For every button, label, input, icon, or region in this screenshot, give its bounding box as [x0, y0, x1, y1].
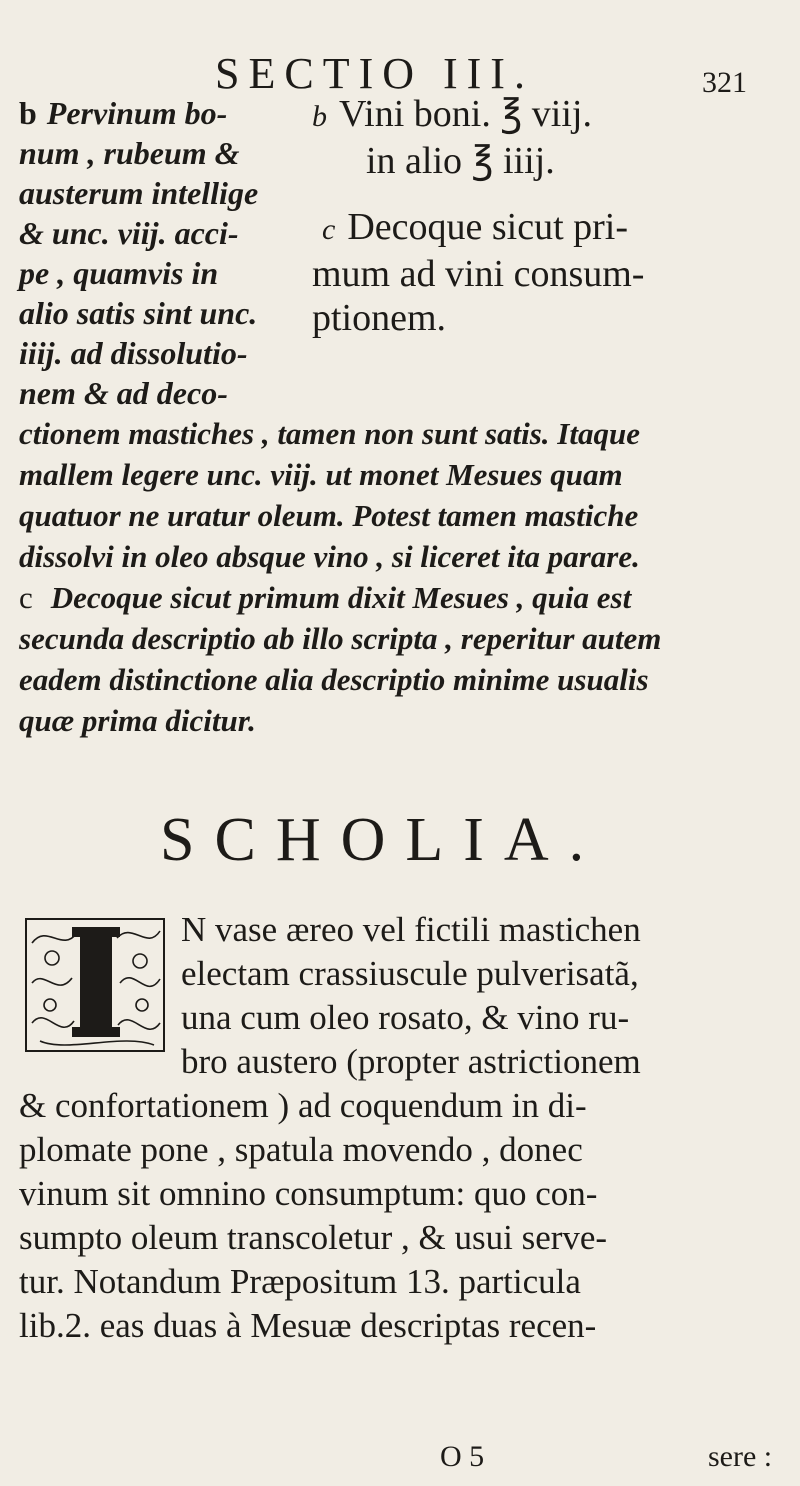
scholia-line: plomate pone , spatula movendo , donec — [19, 1130, 583, 1169]
scholia-line: sumpto oleum transcoletur , & usui serve- — [19, 1218, 608, 1257]
commentary-line: quatuor ne uratur oleum. Potest tamen mastiche — [19, 498, 639, 533]
scholia-line: electam crassiuscule pulverisatã, — [181, 954, 639, 993]
right-note-line: in alio ℥ iiij. — [366, 140, 555, 182]
scholia-line: bro austero (propter astrictionem — [181, 1042, 641, 1081]
left-note-column — [19, 93, 299, 413]
commentary-line: c Decoque sicut primum dixit Mesues , quia est — [19, 580, 632, 615]
scholia-line: lib.2. eas duas à Mesuæ descriptas recen- — [19, 1306, 597, 1345]
signature-mark: O 5 — [440, 1440, 485, 1473]
note-marker: c — [322, 213, 336, 246]
left-note-line: num , rubeum & — [19, 135, 240, 171]
scholia-body — [19, 908, 789, 1348]
note-marker: c — [19, 580, 33, 615]
right-note-line: ptionem. — [312, 297, 447, 339]
drop-cap-letter: I — [95, 1003, 97, 1004]
commentary-line: secunda descriptio ab illo scripta , reperitur autem — [19, 621, 662, 656]
left-note-line: pe , quamvis in — [19, 255, 219, 291]
commentary-line: quæ prima dicitur. — [19, 703, 256, 738]
note-marker: b — [312, 100, 327, 133]
scholia-heading: SCHOLIA. — [160, 806, 605, 874]
left-note-line: iiij. ad dissolutio- — [19, 335, 248, 371]
note-marker: b — [19, 95, 37, 131]
left-note-line: b Pervinum bo- — [19, 95, 228, 131]
commentary-line: mallem legere unc. viij. ut monet Mesues quam — [19, 457, 623, 492]
right-note-column — [312, 92, 782, 340]
commentary-block — [19, 413, 779, 741]
left-note-line: & unc. viij. acci- — [19, 215, 239, 251]
left-note-line: austerum intellige — [19, 175, 259, 211]
right-note-line: c Decoque sicut pri- — [322, 206, 629, 248]
scholia-line: una cum oleo rosato, & vino ru- — [181, 998, 630, 1037]
right-note-line: mum ad vini consum- — [312, 253, 645, 295]
page-number: 321 — [702, 66, 747, 99]
scholia-line: vinum sit omnino consumptum: quo con- — [19, 1174, 598, 1213]
left-note-line: alio satis sint unc. — [19, 295, 258, 331]
catchword: sere : — [708, 1440, 773, 1473]
right-note-line: b Vini boni. ℥ viij. — [312, 93, 592, 135]
scholia-line: N vase æreo vel fictili mastichen — [181, 910, 641, 949]
section-title: SECTIO III. — [215, 49, 534, 98]
scholia-line: tur. Notandum Præpositum 13. particula — [19, 1262, 581, 1301]
commentary-line: eadem distinctione alia descriptio minime usualis — [19, 662, 649, 697]
scholia-line: & confortationem ) ad coquendum in di- — [19, 1086, 587, 1125]
left-note-line: nem & ad deco- — [19, 375, 228, 411]
commentary-line: dissolvi in oleo absque vino , si liceret ita parare. — [19, 539, 640, 574]
commentary-line: ctionem mastiches , tamen non sunt satis. Itaque — [19, 416, 640, 451]
